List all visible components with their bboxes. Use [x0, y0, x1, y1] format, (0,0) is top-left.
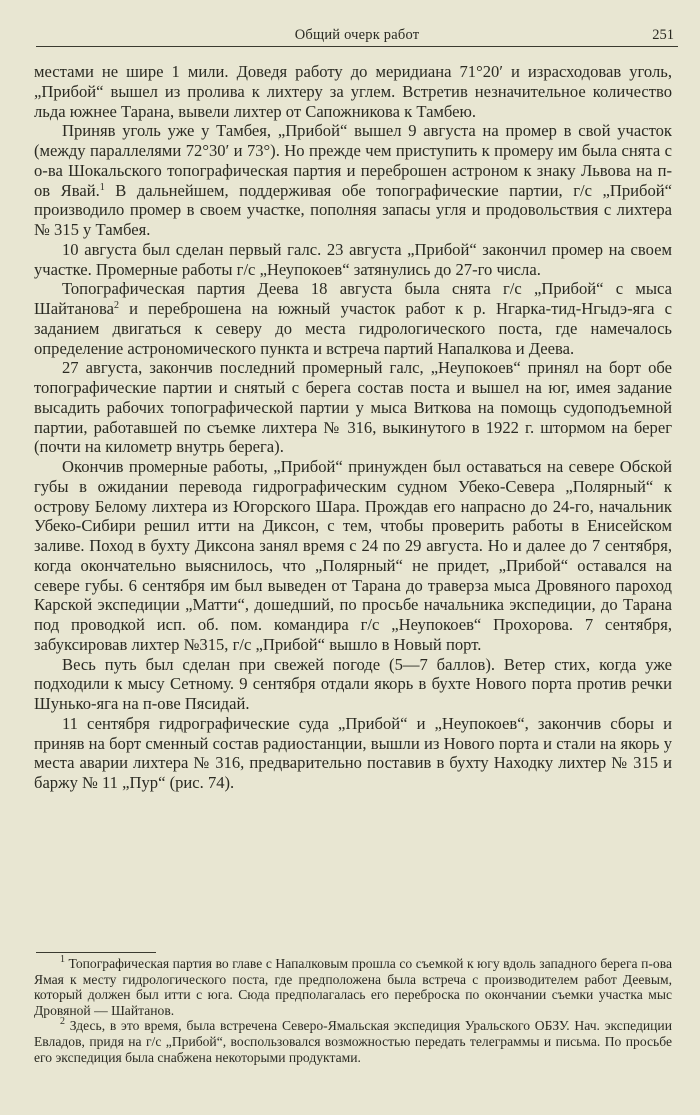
- page-number: 251: [652, 27, 674, 43]
- paragraph: Приняв уголь уже у Тамбея, „Прибой“ вышел 9 августа на промер в свой участок (между параллелями 72°30′ и 73°). Но прежде чем приступить к промеру им была снята с о-ва Шокальского топографическая партия и переброшен астроном к знаку Львова на п-ов Явай.$^1$ В дальнейшем, поддерживая обе топографические партии, г/с „Прибой“ производило промер в своем участке, пополняя запасы угля и продовольствия с лихтера № 315 у Тамбея.: [34, 121, 673, 239]
- paragraph: Окончив промерные работы, „Прибой“ принужден был оставаться на севере Обской губы в ожидании перевода гидрографическим судном Убеко-Севера „Полярный“ к острову Белому лихтера из Югорского Шара. Прождав его напрасно до 24-го, начальник Убеко-Сибири решил итти на Диксон, с тем, чтобы проверить работы в Енисейском заливе. Поход в бухту Диксона занял время с 24 по 29 августа. Но и далее до 7 сентября, когда окончательно выяснилось, что „Полярный“ не придет, „Прибой“ оставался на севере губы. 6 сентября им был выведен от Тарана до траверза мыса Дровяного пароход Карской экспедиции „Матти“, дошедший, по просьбе начальника экспедиции, до Тарана под проводкой исп. об. пом. командира г/с „Неупокоев“ Прохорова. 7 сентября, забуксировав лихтер №315, г/с „Прибой“ вышло в Новый порт.: [34, 457, 672, 654]
- footnote-mark: 2: [60, 1016, 65, 1028]
- running-title: Общий очерк работ: [294, 27, 420, 43]
- paragraph: Весь путь был сделан при свежей погоде (5—7 баллов). Ветер стих, когда уже подходили к мысу Сетному. 9 сентября отдали якорь в бухте Нового порта против речки Шунько-яга на п-ове Пясидай.: [34, 654, 672, 713]
- footnote: $^2$ Здесь, в это время, была встречена Северо-Ямальская экспедиция Уральского ОБЗУ. Нач. экспедиции Евладов, придя на г/с „Прибой“, воспользовался возможностью передать телеграммы и письма. По просьбе его экспедиция была снабжена некоторыми продуктами.: [34, 1016, 672, 1065]
- paragraph: 27 августа, закончив последний промерный галс, „Неупокоев“ принял на борт обе топографические партии и снятый с берега состав поста и вышел на юг, имея задание высадить рабочих топографической партии у мыса Виткова на помощь судоподъемной партии, работавшей по съемке лихтера № 316, выкинутого в 1922 г. штормом на берег (почти на километр внутрь берега).: [34, 358, 672, 457]
- paragraph: местами не шире 1 мили. Доведя работу до меридиана 71°20′ и израсходовав уголь, „Прибой“ вышел из пролива к лихтеру за углем. Встретив незначительное количество льда южнее Тарана, вывели лихтер от Сапожникова к Тамбею.: [34, 62, 672, 121]
- footnote-mark: 1: [60, 954, 65, 965]
- footnote-divider: [36, 952, 156, 953]
- page-header: [36, 24, 678, 47]
- body-text: [34, 62, 672, 793]
- paragraph: 11 сентября гидрографические суда „Прибой“ и „Неупокоев“, закончив сборы и приняв на борт сменный состав радиостанции, вышли из Нового порта и стали на якорь у места аварии лихтера № 316, предварительно поставив в бухту Находку лихтер № 315 и баржу № 11 „Пур“ (рис. 74).: [34, 713, 672, 792]
- paragraph: Топографическая партия Деева 18 августа была снята г/с „Прибой“ с мыса Шайтанова$^2$ и переброшена на южный участок работ к р. Нгарка-тид-Нгыдэ-яга с заданием двигаться к северу до места гидрологического поста, где намечалось определение астрономического пункта и встреча партий Напалкова и Деева.: [34, 279, 672, 358]
- footnote-ref: 1: [99, 181, 105, 193]
- paragraph: 10 августа был сделан первый галс. 23 августа „Прибой“ закончил промер на своем участке. Промерные работы г/с „Неупокоев“ затянулись до 27-го числа.: [34, 239, 672, 279]
- footnotes: [34, 956, 672, 1065]
- footnote: $^1$ Топографическая партия во главе с Напалковым прошла со съемкой к югу вдоль западного берега п-ова Ямая к месту гидрологического поста, где предположена была встреча с производителем работ Деевым, который должен был итти с юга. Сюда предполагалась его переброска по окончании съемки участка мыс Дровяной — Шайтанов.: [34, 954, 672, 1018]
- footnote-ref: 2: [113, 300, 119, 311]
